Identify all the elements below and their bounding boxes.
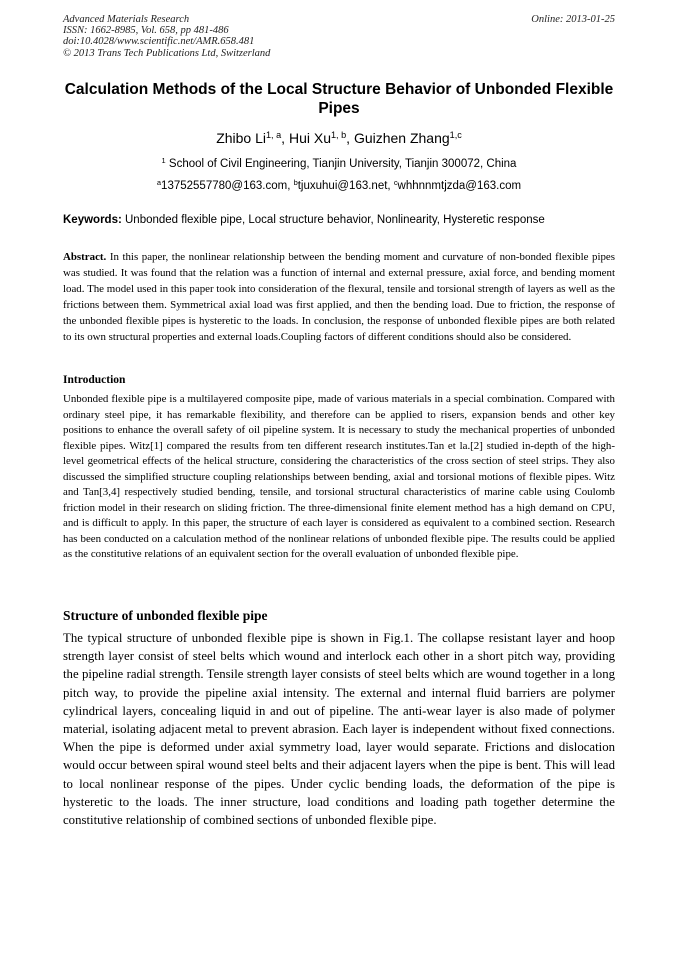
abstract-text: In this paper, the nonlinear relationship between the bending moment and curvature of non-bonded flexible pipes was studied. It was found that the relation was a function of internal and external pressure, axial force, and bending moment load. The model used in this paper took into consideration of the flexural, tensile and torsional strength of layers as well as the frictions between them. Symmetrical axial load was first applied, and then the bending load. Due to friction, the response of the unbonded flexible pipes is hysteretic to the loads. In conclusion, the response of unbonded flexible pipes are both related to its own structural properties and external loads.Coupling factors of different conditions should also be considered. xyxy=(63,251,615,343)
abstract-label: Abstract. xyxy=(63,251,107,263)
email-mark: b xyxy=(293,178,298,187)
paper-title: Calculation Methods of the Local Structure Behavior of Unbonded Flexible Pipes xyxy=(64,81,614,117)
email-separator: , xyxy=(287,180,294,192)
introduction-paragraph: Unbonded flexible pipe is a multilayered composite pipe, made of various materials in a special combination. Compared with ordinary steel pipe, it has remarkable flexibility, and therefore can be applied to risers, expansion bends and other key positions to enhance the overall safety of oil pipeline system. It is necessary to study the mechanical properties of unbonded flexible pipes. Witz[1] compared the results from ten different research institutes.Tan et la.[2] studied in-depth of the high-level geometrical effects of the helical structure, considering the characteristics of the cross section of steel strips. They also discussed the simplified structure coupling relationships between bending, axial and torsional motions of flexible pipes. Witz and Tan[3,4] respectively studied bending, tensile, and torsional structural characteristics of marine cable using Coulomb friction model in their research on sliding friction. The three-dimensional finite element method has a high demand on CPU, and is difficult to apply. In this paper, the structure of each layer is considered as equivalent to a combined section. Research has been conducted on a calculation method of the nonlinear relations of unbonded flexible pipe. The results could be applied as the constitutive relations of an equivalent section for the overall evaluation of unbonded flexible pipe. xyxy=(63,393,615,560)
email-mark: a xyxy=(156,178,162,187)
affiliation-text: School of Civil Engineering, Tianjin University, Tianjin 300072, China xyxy=(168,158,517,170)
abstract xyxy=(63,249,615,345)
online-date: Online: 2013-01-25 xyxy=(531,14,615,25)
author-list xyxy=(63,130,615,147)
author-name: Zhibo Li xyxy=(216,130,266,146)
email-mark: c xyxy=(393,178,398,187)
section-heading-structure: Structure of unbonded flexible pipe xyxy=(63,608,268,623)
email-list xyxy=(63,179,615,193)
keywords-label: Keywords: xyxy=(63,214,122,226)
author-separator: , xyxy=(281,130,289,146)
affiliation xyxy=(63,157,615,171)
author-name: Hui Xu xyxy=(288,130,331,146)
keywords xyxy=(63,213,615,227)
journal-name: Advanced Materials Research xyxy=(63,14,190,25)
journal-header xyxy=(63,14,270,59)
doi-line[interactable]: doi:10.4028/www.scientific.net/AMR.658.481 xyxy=(63,36,255,48)
email-address[interactable]: 13752557780@163.com xyxy=(161,180,288,192)
author-affil-mark: 1, a xyxy=(266,130,282,140)
author-affil-mark: 1,c xyxy=(449,130,462,140)
author-name: Guizhen Zhang xyxy=(353,130,450,146)
author-separator: , xyxy=(346,130,354,146)
copyright-line: © 2013 Trans Tech Publications Ltd, Switzerland xyxy=(63,47,271,59)
issn-line: ISSN: 1662-8985, Vol. 658, pp 481-486 xyxy=(63,25,229,37)
affiliation-mark: 1 xyxy=(161,156,166,165)
email-separator: , xyxy=(387,180,394,192)
structure-paragraph: The typical structure of unbonded flexible pipe is shown in Fig.1. The collapse resistant layer and hoop strength layer consist of steel belts which wound and interlock each other in a short pitch way, providing the pipeline radial strength. Tensile strength layer consists of steel belts which are wound together in a long pitch way, to provide the pipeline axial intensity. The external and internal fluid barriers are polymer cylindrical layers, concealing liquid in and out of pipeline. The anti-wear layer is also made of polymer material, isolating adjacent metal to prevent abrasion. Each layer is independent without fixed connections. When the pipe is deformed under axial symmetry load, layer would separate. Frictions and dislocation would occur between spiral wound steel belts and their adjacent layers when the pipe is bent. This will lead to local nonlinear response of the pipes. Under cyclic bending loads, the deformation of the pipe is hysteretic to the loads. The inner structure, load conditions and loading path together determine the constitutive relationship of combined sections of unbonded flexible pipe. xyxy=(63,631,615,828)
email-address[interactable]: whhnnmtjzda@163.com xyxy=(397,180,522,192)
keywords-text: Unbonded flexible pipe, Local structure behavior, Nonlinearity, Hysteretic response xyxy=(125,214,545,226)
email-address[interactable]: tjuxuhui@163.net xyxy=(297,180,388,192)
author-affil-mark: 1, b xyxy=(330,130,347,140)
section-heading-introduction: Introduction xyxy=(63,374,126,386)
